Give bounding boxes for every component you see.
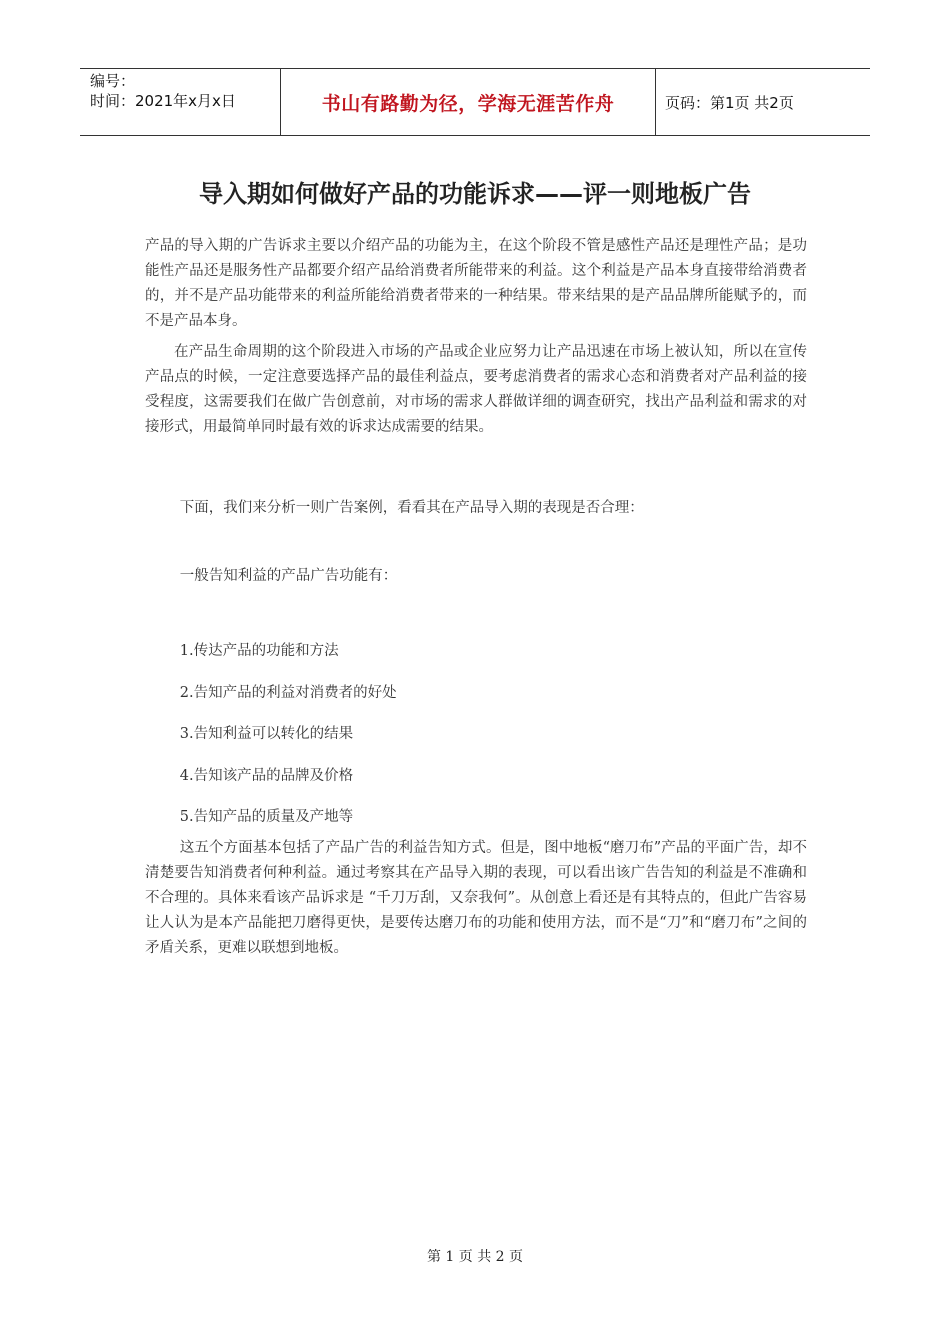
header-motto-cell: [281, 69, 656, 135]
document-number-label: 编号：: [90, 72, 136, 90]
paragraph-intro: 产品的导入期的广告诉求主要以介绍产品的功能为主，在这个阶段不管是感性产品还是理性产品；是功能性产品还是服务性产品都要介绍产品给消费者所能带来的利益。这个利益是产品本身直接带给消费者的，并不是产品功能带来的利益所能给消费者带来的一种结果。带来结果的是产品品牌所能赋予的，而不是产品本身。: [145, 238, 807, 329]
paragraph-analysis: 这五个方面基本包括了产品广告的利益告知方式。但是，图中地板“磨刀布”产品的平面广告，却不清楚要告知消费者何种利益。通过考察其在产品导入期的表现，可以看出该广告告知的利益是不准确和不合理的。具体来看该产品诉求是 “千刀万刮，又奈我何”。从创意上看还是有其特点的，但此广告容易让人认为是本产品能把刀磨得更快，是要传达磨刀布的功能和使用方法，而不是“刀”和“磨刀布”之间的矛盾关系，更难以联想到地板。: [145, 839, 807, 956]
list-item: 5.告知产品的质量及产地等: [179, 809, 354, 825]
list-item: 4.告知该产品的品牌及价格: [179, 767, 354, 784]
list-item: 1.传达产品的功能和方法: [179, 643, 339, 659]
paragraph-lifecycle: 在产品生命周期的这个阶段进入市场的产品或企业应努力让产品迅速在市场上被认知，所以在宣传产品点的时候，一定注意要选择产品的最佳利益点，要考虑消费者的需求心态和消费者对产品利益的接受程度，这需要我们在做广告创意前，对市场的需求人群做详细的调查研究，找出产品利益和需求的对接形式，用最简单同时最有效的诉求达成需要的结果。: [145, 344, 807, 435]
header-page-cell: [656, 69, 870, 135]
header-motto: 书山有路勤为径，学海无涯苦作舟: [321, 92, 615, 115]
document-body: [145, 234, 807, 961]
paragraph-case-intro: 下面，我们来分析一则广告案例，看看其在产品导入期的表现是否合理：: [179, 500, 644, 516]
document-header: [80, 68, 870, 136]
footer-page-number: 第 1 页 共 2 页: [426, 1249, 524, 1265]
list-item: 2.告知产品的利益对消费者的好处: [179, 684, 397, 701]
document-title: 导入期如何做好产品的功能诉求——评一则地板广告: [199, 180, 751, 208]
header-page-info: 页码：第1页 共2页: [665, 93, 794, 112]
paragraph-list-intro: 一般告知利益的产品广告功能有：: [179, 568, 398, 584]
document-date: 时间：2021年x月x日: [90, 92, 236, 110]
list-item: 3.告知利益可以转化的结果: [179, 726, 354, 742]
benefit-list: [145, 639, 807, 830]
header-meta-cell: [80, 69, 281, 135]
page-footer: [0, 1246, 950, 1266]
